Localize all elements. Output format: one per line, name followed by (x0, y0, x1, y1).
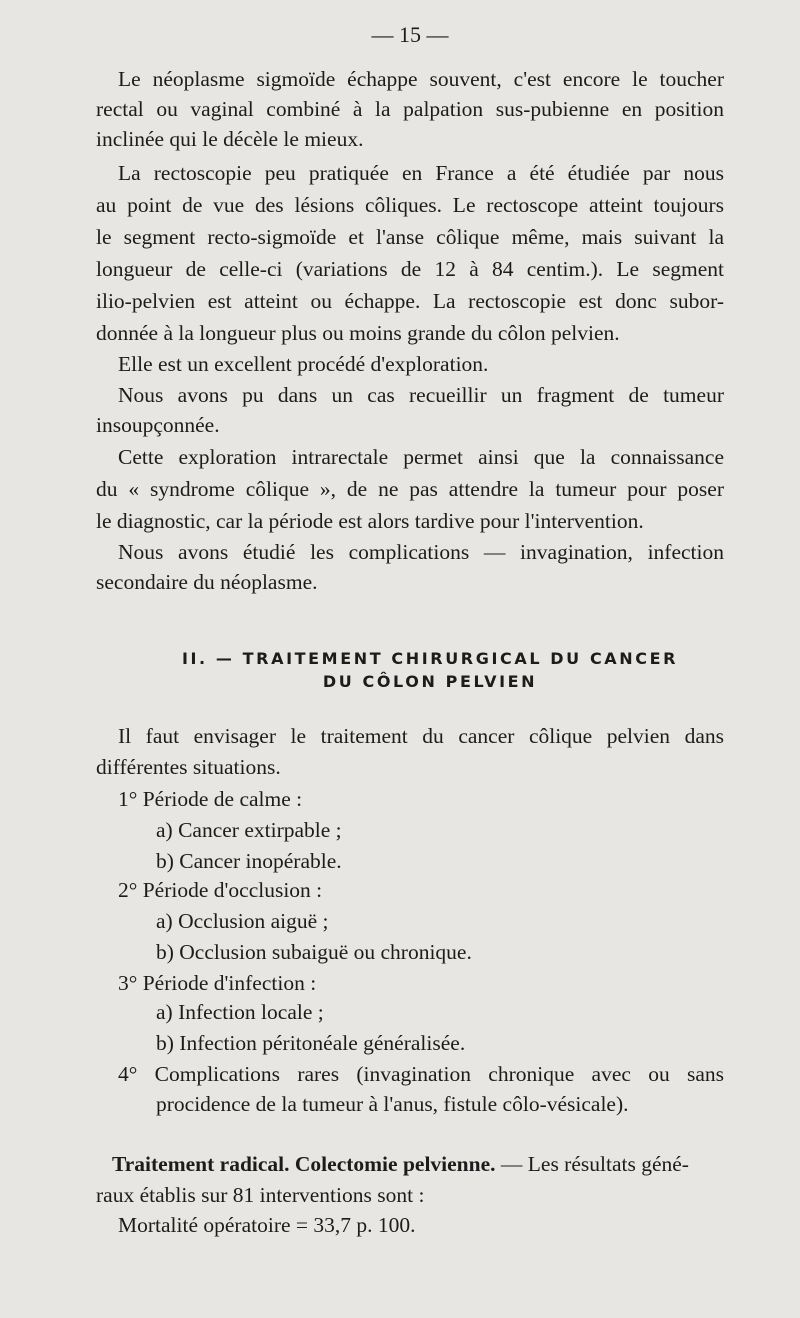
list-subitem: a) Infection locale ; (156, 1000, 324, 1024)
paragraph-line: du « syndrome côlique », de ne pas attendre la tumeur pour poser (96, 477, 724, 501)
list-subitem: b) Infection péritonéale généralisée. (156, 1031, 466, 1055)
section-heading-subtitle: DU CÔLON PELVIEN (322, 672, 538, 691)
paragraph-line: Le néoplasme sigmoïde échappe souvent, c'est encore le toucher (118, 67, 724, 91)
paragraph-line: raux établis sur 81 interventions sont : (96, 1183, 425, 1207)
section-heading: II. — TRAITEMENT CHIRURGICAL DU CANCER (181, 649, 679, 668)
paragraph-line: La rectoscopie peu pratiquée en France a été étudiée par nous (118, 161, 724, 185)
list-subitem: a) Occlusion aiguë ; (156, 909, 329, 933)
bold-lead: Traitement radical. Colectomie pelvienne. (112, 1152, 496, 1176)
paragraph-line: au point de vue des lésions côliques. Le rectoscope atteint toujours (96, 193, 724, 217)
mortality-line: Mortalité opératoire = 33,7 p. 100. (118, 1213, 416, 1237)
paragraph-line: Il faut envisager le traitement du cancer côlique pelvien dans (118, 724, 724, 748)
paragraph-line: donnée à la longueur plus ou moins grande du côlon pelvien. (96, 321, 620, 345)
list-subitem: a) Cancer extirpable ; (156, 818, 342, 842)
paragraph-line: longueur de celle-ci (variations de 12 à 84 centim.). Le segment (96, 257, 724, 281)
paragraph-line (112, 1149, 724, 1179)
paragraph-line: le diagnostic, car la période est alors tardive pour l'intervention. (96, 509, 644, 533)
paragraph-line: rectal ou vaginal combiné à la palpation sus-pubienne en position (96, 97, 724, 121)
paragraph-line: Elle est un excellent procédé d'exploration. (118, 352, 489, 376)
paragraph-line: ilio-pelvien est atteint ou échappe. La rectoscopie est donc subor- (96, 289, 724, 313)
paragraph-line: le segment recto-sigmoïde et l'anse côlique même, mais suivant la (96, 225, 724, 249)
paragraph-line: secondaire du néoplasme. (96, 570, 318, 594)
list-item: 3° Période d'infection : (118, 971, 317, 995)
page-number: — 15 — (371, 22, 449, 47)
paragraph-line: Cette exploration intrarectale permet ainsi que la connaissance (118, 445, 724, 469)
paragraph-line: inclinée qui le décèle le mieux. (96, 127, 364, 151)
paragraph-line: Nous avons pu dans un cas recueillir un fragment de tumeur (118, 383, 724, 407)
list-subitem: b) Occlusion subaiguë ou chronique. (156, 940, 472, 964)
list-item: 1° Période de calme : (118, 787, 303, 811)
list-item: 2° Période d'occlusion : (118, 878, 323, 902)
paragraph-text: — Les résultats géné- (495, 1152, 689, 1176)
paragraph-line: Nous avons étudié les complications — invagination, infection (118, 540, 724, 564)
list-subitem: b) Cancer inopérable. (156, 849, 342, 873)
list-item-continuation: procidence de la tumeur à l'anus, fistule côlo-vésicale). (156, 1092, 629, 1116)
paragraph-line: insoupçonnée. (96, 413, 220, 437)
paragraph-line: différentes situations. (96, 755, 281, 779)
list-item: 4° Complications rares (invagination chronique avec ou sans (118, 1062, 724, 1086)
